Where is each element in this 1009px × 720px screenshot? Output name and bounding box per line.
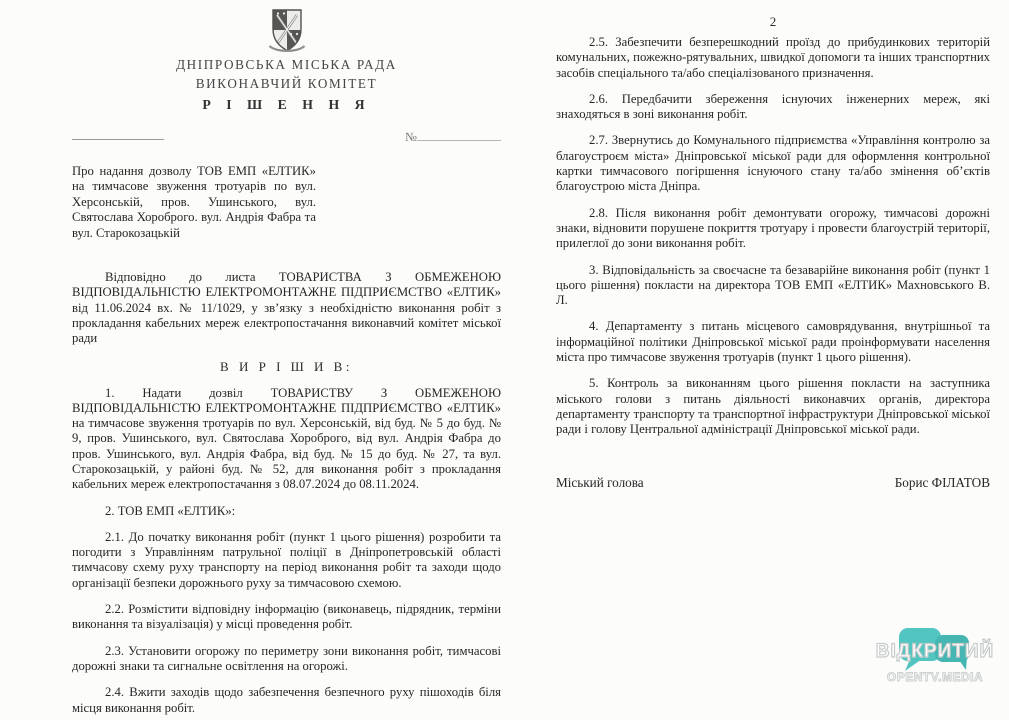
org-name-line2: ВИКОНАВЧИЙ КОМІТЕТ bbox=[195, 76, 378, 91]
opentv-watermark bbox=[865, 626, 1005, 702]
decision-item-2-2: 2.2. Розмістити відповідну інформацію (виконавець, підрядник, терміни виконання та візуалізація) у місці проведення робіт. bbox=[72, 602, 501, 632]
decision-item-4: 4. Департаменту з питань місцевого самоврядування, внутрішньої та інформаційної політики Дніпровської міської ради проінформувати населення міста про тимчасове звуження тротуарів (пункт 1 цього рішення). bbox=[556, 319, 990, 365]
reference-row bbox=[72, 128, 501, 144]
decision-item-3: 3. Відповідальність за своєчасне та безаварійне виконання робіт (пункт 1 цього рішення) покласти на директора ТОВ ЕМП «ЕЛТИК» Махновського В. Л. bbox=[556, 262, 990, 308]
page-2 bbox=[556, 14, 990, 491]
decision-item-2-4: 2.4. Вжити заходів щодо забезпечення безпечного руху пішоходів біля місця виконання робіт. bbox=[72, 685, 501, 715]
signature-name: Борис ФІЛАТОВ bbox=[894, 474, 990, 490]
decision-item-2-5: 2.5. Забезпечити безперешкодний проїзд до прибудинкових територій комунальних, пожежно-рятувальних, швидкої допомоги та інших транспортних засобів спеціального та/або спеціалізованого призначення. bbox=[556, 35, 990, 80]
document-type-title: Р І Ш Е Н Н Я bbox=[202, 97, 371, 112]
document-header bbox=[72, 7, 501, 113]
decision-item-2-8: 2.8. Після виконання робіт демонтувати огорожу, тимчасові дорожні знаки, відновити порушене покриття тротуару і провести благоустрій території, прилеглої до зони виконання робіт. bbox=[556, 205, 990, 251]
page-1 bbox=[72, 7, 501, 716]
dnipro-coat-of-arms-icon bbox=[266, 7, 308, 54]
page-number: 2 bbox=[769, 14, 777, 29]
decision-item-2: 2. ТОВ ЕМП «ЕЛТИК»: bbox=[105, 503, 236, 518]
number-blank-line bbox=[417, 128, 501, 141]
preamble: Відповідно до листа ТОВАРИСТВА З ОБМЕЖЕНОЮ ВІДПОВІДАЛЬНІСТЮ ЕЛЕКТРОМОНТАЖНЕ ПІДПРИЄМСТВО «ЕЛТИК» від 11.06.2024 вх. № 11/1029, у зв’язку з необхідністю виконання робіт з прокладання кабельних мереж електропостачання виконавчий комітет міської ради bbox=[72, 270, 501, 346]
watermark-site-text: OPENTV.MEDIA bbox=[886, 670, 984, 684]
decision-item-5: 5. Контроль за виконанням цього рішення покласти на заступника міського голови з питань діяльності виконавчих органів, директора департаменту транспорту та транспортної інфраструктури Дніпровської міської ради і голову Центральної адміністрації Дніпровської міської ради. bbox=[556, 376, 990, 437]
watermark-brand-text: ВІДКРИТИЙ bbox=[875, 641, 995, 662]
date-blank-line bbox=[72, 139, 164, 140]
number-field bbox=[405, 128, 501, 145]
decision-item-2-7: 2.7. Звернутись до Комунального підприємства «Управління контролю за благоустроєм міста» Дніпровської міської ради для оформлення контрольної картки тимчасового погіршення існуючого стану та/або змінення об’єктів благоустрою міста Дніпра. bbox=[556, 133, 990, 194]
decision-item-2-6: 2.6. Передбачити збереження існуючих інженерних мереж, які знаходяться в зоні виконання робіт. bbox=[556, 91, 990, 122]
decision-subject: Про надання дозволу ТОВ ЕМП «ЕЛТИК» на тимчасове звуження тротуарів по вул. Херсонській, пров. Ушинського, вул. Святослава Хороброго. вул. Андрія Фабра та вул. Старокозацькій bbox=[72, 164, 316, 240]
org-name-line1: ДНІПРОВСЬКА МІСЬКА РАДА bbox=[176, 57, 397, 72]
decision-item-2-1: 2.1. До початку виконання робіт (пункт 1 цього рішення) розробити та погодити з Управлінням патрульної поліції в Дніпропетровській області тимчасову схему руху транспорту на період виконання робіт та заходи щодо організації безпеки дорожнього руху за тимчасовою схемою. bbox=[72, 529, 501, 590]
signature-block bbox=[556, 475, 990, 491]
decision-item-1: 1. Надати дозвіл ТОВАРИСТВУ З ОБМЕЖЕНОЮ ВІДПОВІДАЛЬНІСТЮ ЕЛЕКТРОМОНТАЖНЕ ПІДПРИЄМСТВО «ЕЛТИК» на тимчасове звуження тротуарів по вул. Херсонській, від буд. № 5 до буд. № 9, пров. Ушинського, вул. Святослава Хороброго, від вул. Андрія Фабра до пров. Ушинського, вул. Андрія Фабра, від буд. № 15 до буд. № 27, та вул. Старокозацькій, у районі буд. № 52, для виконання робіт з прокладання кабельних мереж електропостачання з 08.07.2024 до 08.11.2024. bbox=[72, 385, 501, 492]
signature-role: Міський голова bbox=[556, 474, 644, 490]
number-label: № bbox=[405, 130, 417, 144]
decision-item-2-3: 2.3. Установити огорожу по периметру зони виконання робіт, тимчасові дорожні знаки та сигнальне освітлення на огорожі. bbox=[72, 643, 501, 673]
resolved-heading: В И Р І Ш И В: bbox=[220, 358, 353, 374]
